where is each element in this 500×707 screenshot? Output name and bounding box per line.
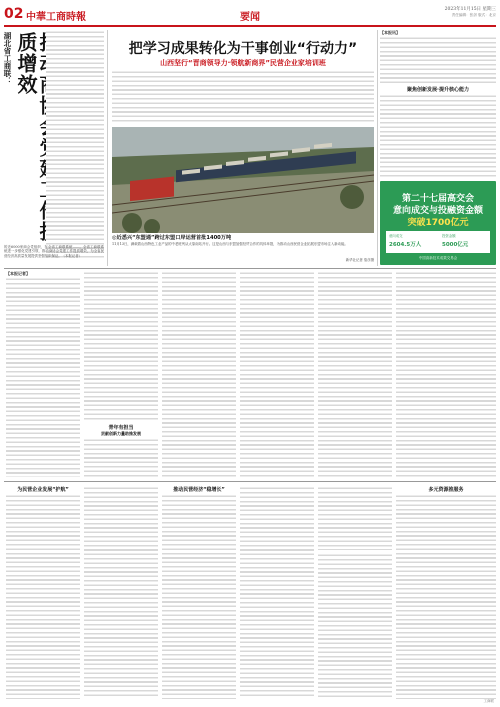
ad-title-2: 意向成交与投融资金额 <box>392 206 483 216</box>
left-story <box>4 30 104 266</box>
lower-col-5 <box>318 271 392 478</box>
right-badge: 【本报讯】 <box>380 30 400 35</box>
bottom-col-1 <box>6 494 80 699</box>
ad-footer: 中国高新技术成果交易会 <box>418 256 458 260</box>
ad-stat2-value: 5000亿元 <box>442 242 469 248</box>
col-divider <box>107 30 108 266</box>
lower-col-1 <box>6 277 80 477</box>
footer-note: 工商联 <box>483 699 494 703</box>
right-body-bottom <box>380 94 496 178</box>
main-subheadline: 山西坚行“晋商领导力·领航新商界”民营企业家培训班 <box>160 59 326 67</box>
header-editor: 责任编辑：张剑 版式：北京 <box>451 13 496 17</box>
lower-col-2b <box>84 438 158 478</box>
lower-sub-heading-2: 贡献创新力量助推发展 <box>101 431 141 436</box>
photo-note: 11月13日，满载着山西特色工业产品的中老班列从太原南站开行。这是山西与东盟加强经贸合作的具体举措，为推动山西民营企业拓展东盟市场注入新动能。 <box>112 242 348 246</box>
lower-col-6 <box>396 271 496 478</box>
bottom-col-2 <box>84 486 158 699</box>
left-headline: 质增效 <box>14 32 38 95</box>
lower-col-3 <box>162 271 236 478</box>
bottom-col-heading-2: 推动民营经济“稳增长” <box>173 487 225 493</box>
ad-stats <box>386 231 490 253</box>
lower-col-2 <box>84 271 158 421</box>
lower-col-4 <box>240 271 314 478</box>
header-date: 2023年11月15日 星期三 <box>444 7 496 12</box>
paper-name: 中華工商時報 <box>26 12 86 23</box>
section-rule <box>4 268 496 269</box>
lower-sub-heading-1: 青年有担当 <box>108 425 134 431</box>
photo-credit: 新华社记者 詹彦摄 <box>345 258 374 262</box>
bottom-col-6 <box>396 494 496 699</box>
bottom-col-3 <box>162 494 236 699</box>
left-body <box>46 30 104 260</box>
right-body-top <box>380 36 496 84</box>
right-section-heading: 聚焦创新发展·提升核心能力 <box>407 87 469 93</box>
section-label: 要闻 <box>240 12 260 23</box>
page-number: 02 <box>4 6 24 22</box>
train-photo <box>112 127 374 233</box>
bottom-col-5 <box>318 486 392 550</box>
ad-title-1: 第二十七届高交会 <box>401 194 474 204</box>
train-photo-graphic <box>112 127 374 233</box>
left-kicker: 湖北省工商联： <box>3 32 12 85</box>
lower-kicker: 【本报记者】 <box>6 271 30 276</box>
main-body <box>112 70 374 124</box>
page-header <box>4 4 496 26</box>
bottom-col-4 <box>240 486 314 699</box>
col-divider-right <box>377 30 378 266</box>
main-headline: 把学习成果转化为干事创业“行动力” <box>128 41 358 57</box>
section-rule-2 <box>4 481 496 482</box>
bottom-col-heading-1: 为民营企业发展“护航” <box>17 487 69 493</box>
left-bottom-text: 的近6000家商会党组织，在全省工商联系统……。全省工商联系统进一步强化党建引领，推动商协会党建工作提质增效，为全省民营经济高质量发展提供坚强组织保证。（本报记者） <box>4 245 104 258</box>
bottom-col-heading-5: 多元资源推服务 <box>428 487 464 493</box>
header-rule <box>4 25 496 27</box>
ad-title-3: 突破1700亿元 <box>407 218 469 228</box>
ad-stat1-value: 2604.5万人 <box>389 242 422 248</box>
ad-stat2-label: 投资金额 <box>442 234 456 238</box>
photo-caption: ◎近悉兴“东盟通”跨过东盟口岸运营首批1400万吨 <box>112 235 232 241</box>
bottom-col-5b <box>318 553 392 699</box>
trade-fair-ad <box>380 181 496 265</box>
ad-stat1-label: 意向成交 <box>389 234 403 238</box>
